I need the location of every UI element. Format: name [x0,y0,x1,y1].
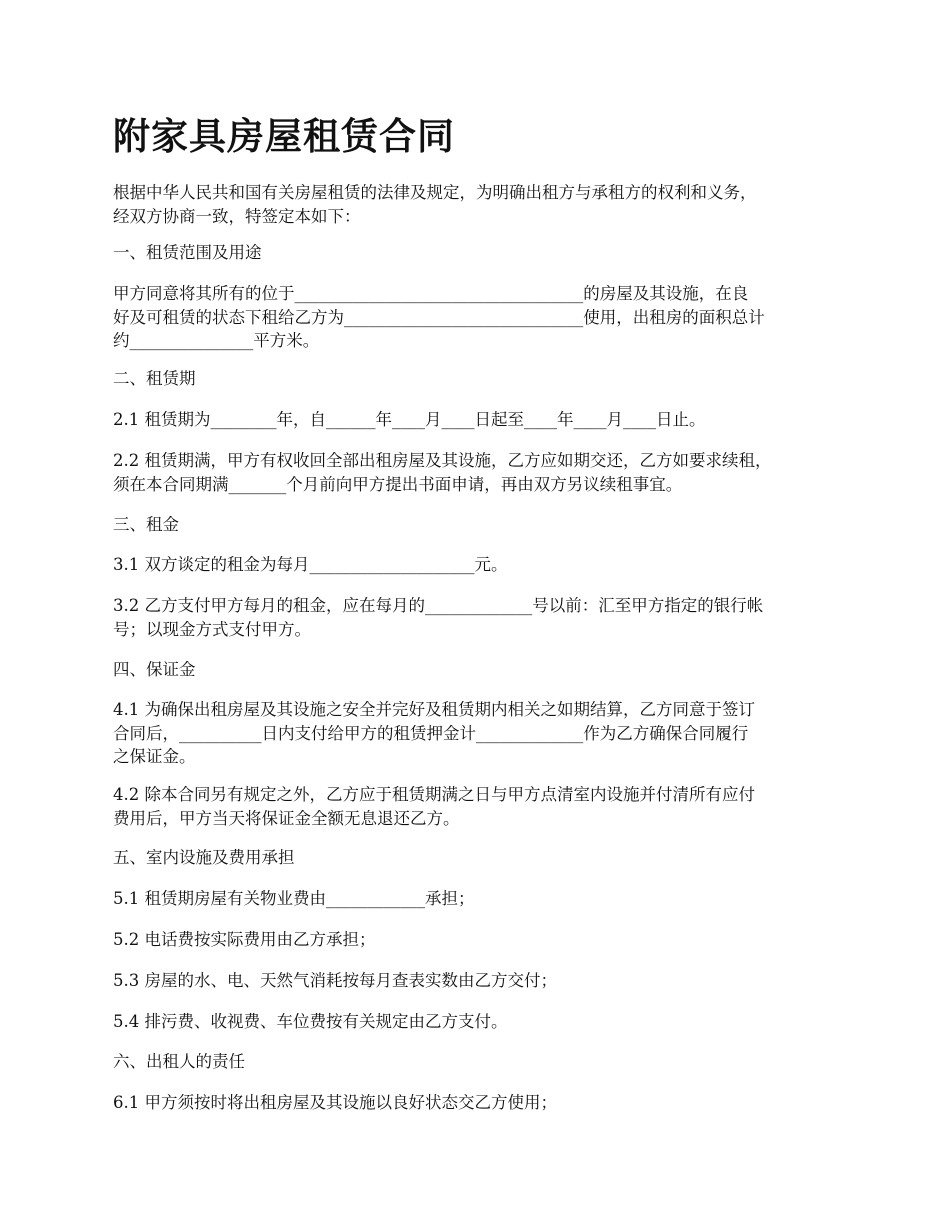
clause-line: 号；以现金方式支付甲方。 [113,619,311,639]
clause-line: 之保证金。 [113,747,196,766]
clause-2-1: 2.1 租赁期为________年，自______年____月____日起至____年____月____日止。 [113,410,706,429]
clause-line: 合同后，__________日内支付给甲方的租赁押金计_____________作为乙方确保合同履行 [113,723,749,743]
clause-5-4: 5.4 排污费、收视费、车位费按有关规定由乙方支付。 [113,1012,508,1031]
clause-line: 4.2 除本合同另有规定之外，乙方应于租赁期满之日与甲方点清室内设施并付清所有应付 [113,785,755,804]
clause-line: 甲方同意将其所有的位于___________________________________的房屋及其设施，在良 [113,284,749,303]
intro-line: 经双方协商一致，特签定本如下： [113,206,361,226]
clause-line: 约_______________平方米。 [113,331,320,350]
section-heading-3: 三、租金 [113,515,179,534]
clause-line: 须在本合同期满_______个月前向甲方提出书面申请，再由双方另议续租事宜。 [113,474,683,494]
clause-6-1: 6.1 甲方须按时将出租房屋及其设施以良好状态交乙方使用； [113,1093,557,1112]
clause-5-2: 5.2 电话费按实际费用由乙方承担； [113,930,376,949]
clause-line: 2.2 租赁期满，甲方有权收回全部出租房屋及其设施，乙方应如期交还，乙方如要求续租， [113,451,772,470]
intro-paragraph [113,181,843,228]
clause-4-2 [113,783,843,830]
clause-4-1 [113,698,843,769]
clause-line: 费用后，甲方当天将保证金全额无息退还乙方。 [113,808,460,828]
clause-line: 4.1 为确保出租房屋及其设施之安全并完好及租赁期内相关之如期结算，乙方同意于签订 [113,700,755,719]
section-heading-2: 二、租赁期 [113,369,196,388]
section-heading-6: 六、出租人的责任 [113,1052,245,1071]
clause-3-2 [113,594,843,641]
intro-line: 根据中华人民共和国有关房屋租赁的法律及规定，为明确出租方与承租方的权利和义务， [113,183,757,202]
clause-3-1: 3.1 双方谈定的租金为每月____________________元。 [113,555,508,574]
section-heading-1: 一、租赁范围及用途 [113,243,262,262]
clause-5-3: 5.3 房屋的水、电、天然气消耗按每月查表实数由乙方交付； [113,971,557,990]
clause-2-2 [113,449,843,496]
clause-line: 好及可租赁的状态下租给乙方为_____________________________使用，出租房的面积总计 [113,307,765,327]
clause-1-body [113,282,843,353]
document-title: 附家具房屋租赁合同 [113,114,455,158]
clause-line: 3.2 乙方支付甲方每月的租金，应在每月的_____________号以前：汇至甲方指定的银行帐 [113,596,764,615]
section-heading-5: 五、室内设施及费用承担 [113,848,295,867]
section-heading-4: 四、保证金 [113,660,196,679]
clause-5-1: 5.1 租赁期房屋有关物业费由____________承担； [113,889,475,908]
